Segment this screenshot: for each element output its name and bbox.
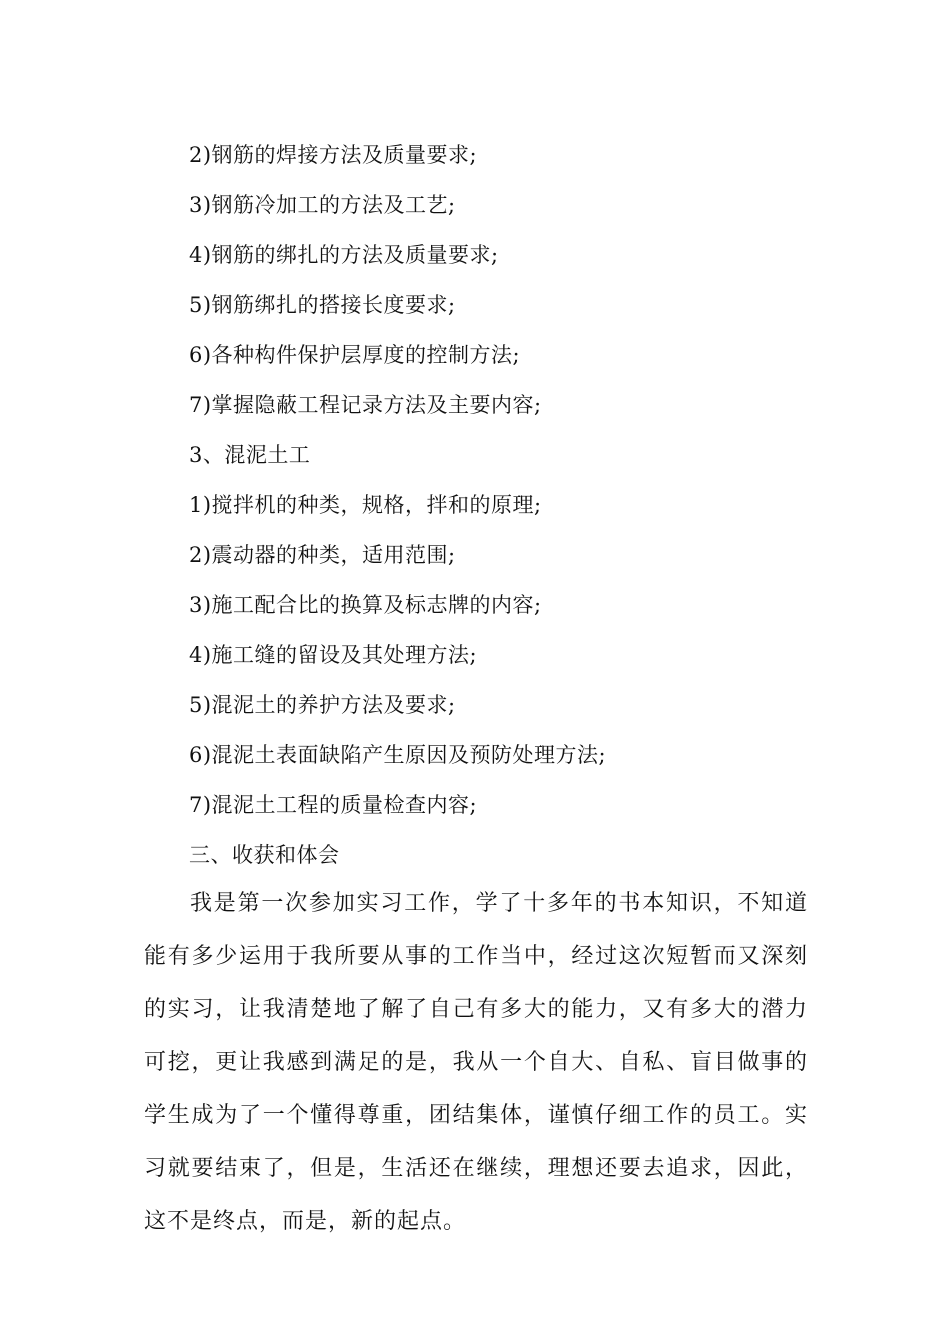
list-item: 2)钢筋的焊接方法及质量要求;	[189, 143, 478, 167]
list-item: 2)震动器的种类，适用范围;	[189, 543, 456, 567]
list-item: 4)施工缝的留设及其处理方法;	[189, 643, 478, 667]
list-item: 5)混泥土的养护方法及要求;	[189, 693, 456, 717]
list-item: 6)混泥土表面缺陷产生原因及预防处理方法;	[189, 743, 607, 767]
section-heading: 三、收获和体会	[189, 843, 340, 867]
list-item: 3)施工配合比的换算及标志牌的内容;	[189, 593, 542, 617]
list-item: 5)钢筋绑扎的搭接长度要求;	[189, 293, 456, 317]
list-item: 7)掌握隐蔽工程记录方法及主要内容;	[189, 393, 542, 417]
list-item: 3)钢筋冷加工的方法及工艺;	[189, 193, 456, 217]
list-item: 1)搅拌机的种类，规格，拌和的原理;	[189, 493, 542, 517]
section-heading: 3、混泥土工	[189, 443, 311, 467]
list-item: 6)各种构件保护层厚度的控制方法;	[189, 343, 521, 367]
list-item: 4)钢筋的绑扎的方法及质量要求;	[189, 243, 499, 267]
item-list	[189, 130, 829, 880]
body-paragraph: 我是第一次参加实习工作，学了十多年的书本知识，不知道能有多少运用于我所要从事的工作当中，经过这次短暂而又深刻的实习，让我清楚地了解了自己有多大的能力，又有多大的潜力可挖，更让我感到满足的是，我从一个自大、自私、盲目做事的学生成为了一个懂得尊重，团结集体，谨慎仔细工作的员工。实习就要结束了，但是，生活还在继续，理想还要去追求，因此，这不是终点，而是，新的起点。	[144, 891, 808, 1234]
list-item: 7)混泥土工程的质量检查内容;	[189, 793, 478, 817]
